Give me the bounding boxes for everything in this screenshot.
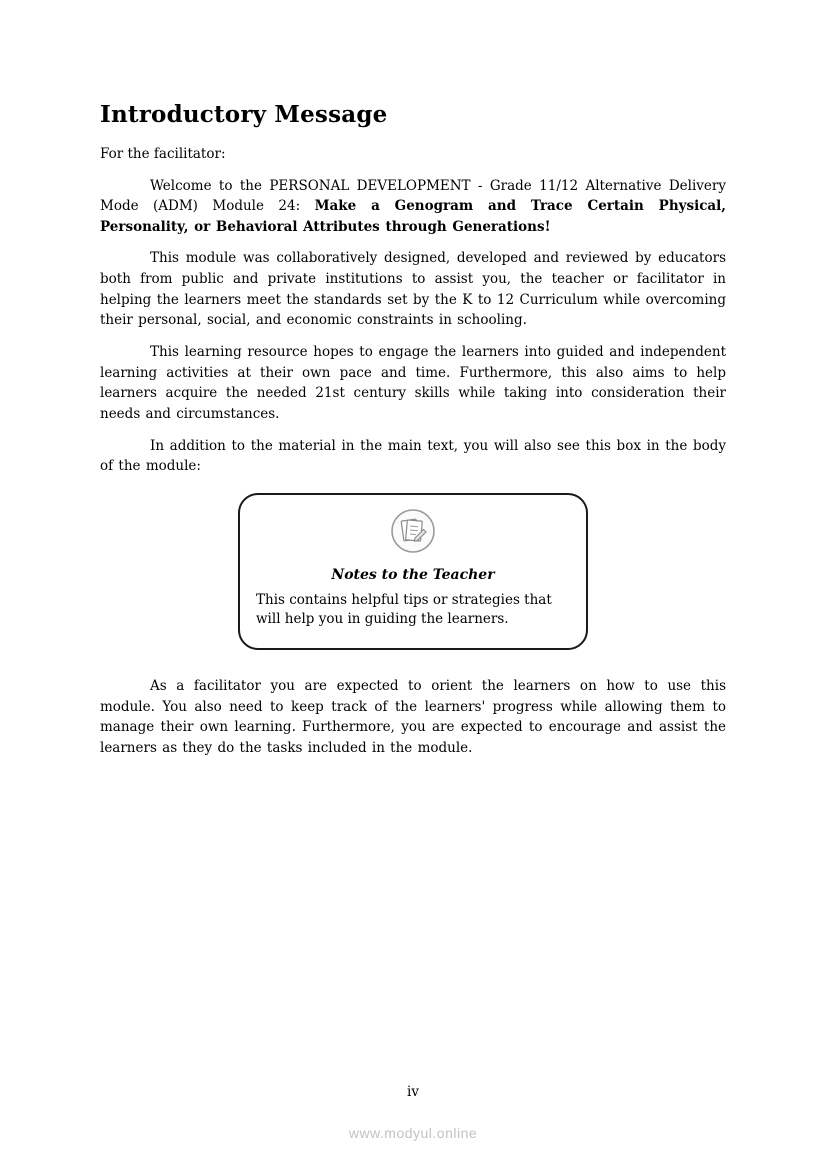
note-box-body: This contains helpful tips or strategies that will help you in guiding the learners.	[256, 591, 552, 628]
paragraph-welcome-exclamation: !	[544, 218, 551, 235]
watermark-url: www.modyul.online	[348, 1125, 478, 1141]
paragraph-facilitator-role: As a facilitator you are expected to orient the learners on how to use this module. You also need to keep track of the learners' progress while allowing them to manage their own learning. Furthermore, you are expected to encourage and assist the learners as they do the tasks included in the module.	[100, 677, 726, 756]
paragraph-box-intro: In addition to the material in the main text, you will also see this box in the body of the module:	[100, 437, 726, 475]
note-box-title: Notes to the Teacher	[331, 566, 495, 583]
module-title-bold: Make a Genogram and Trace Certain Physical, Personality, or Behavioral Attributes through Generations	[100, 198, 727, 235]
salutation-text: For the facilitator:	[100, 146, 226, 162]
paragraph-module-design: This module was collaboratively designed, developed and reviewed by educators both from public and private institutions to assist you, the teacher or facilitator in helping the learners meet the standards set by the K to 12 Curriculum while overcoming their personal, social, and economic constraints in schooling.	[100, 250, 726, 329]
notes-clipboard-icon	[256, 507, 570, 559]
notes-to-teacher-box	[238, 493, 588, 650]
page-number: iv	[407, 1084, 419, 1100]
paragraph-learning-resource: This learning resource hopes to engage the learners into guided and independent learning activities at their own pace and time. Furthermore, this also aims to help learners acquire the needed 21st century skills while taking into consideration their needs and circumstances.	[100, 344, 726, 422]
page-title: Introductory Message	[100, 101, 388, 128]
paragraph-welcome	[100, 176, 726, 238]
paragraph-welcome-normal: Welcome to the PERSONAL DEVELOPMENT - Grade 11/12 Alternative Delivery Mode (ADM) Module 24:	[100, 177, 726, 215]
